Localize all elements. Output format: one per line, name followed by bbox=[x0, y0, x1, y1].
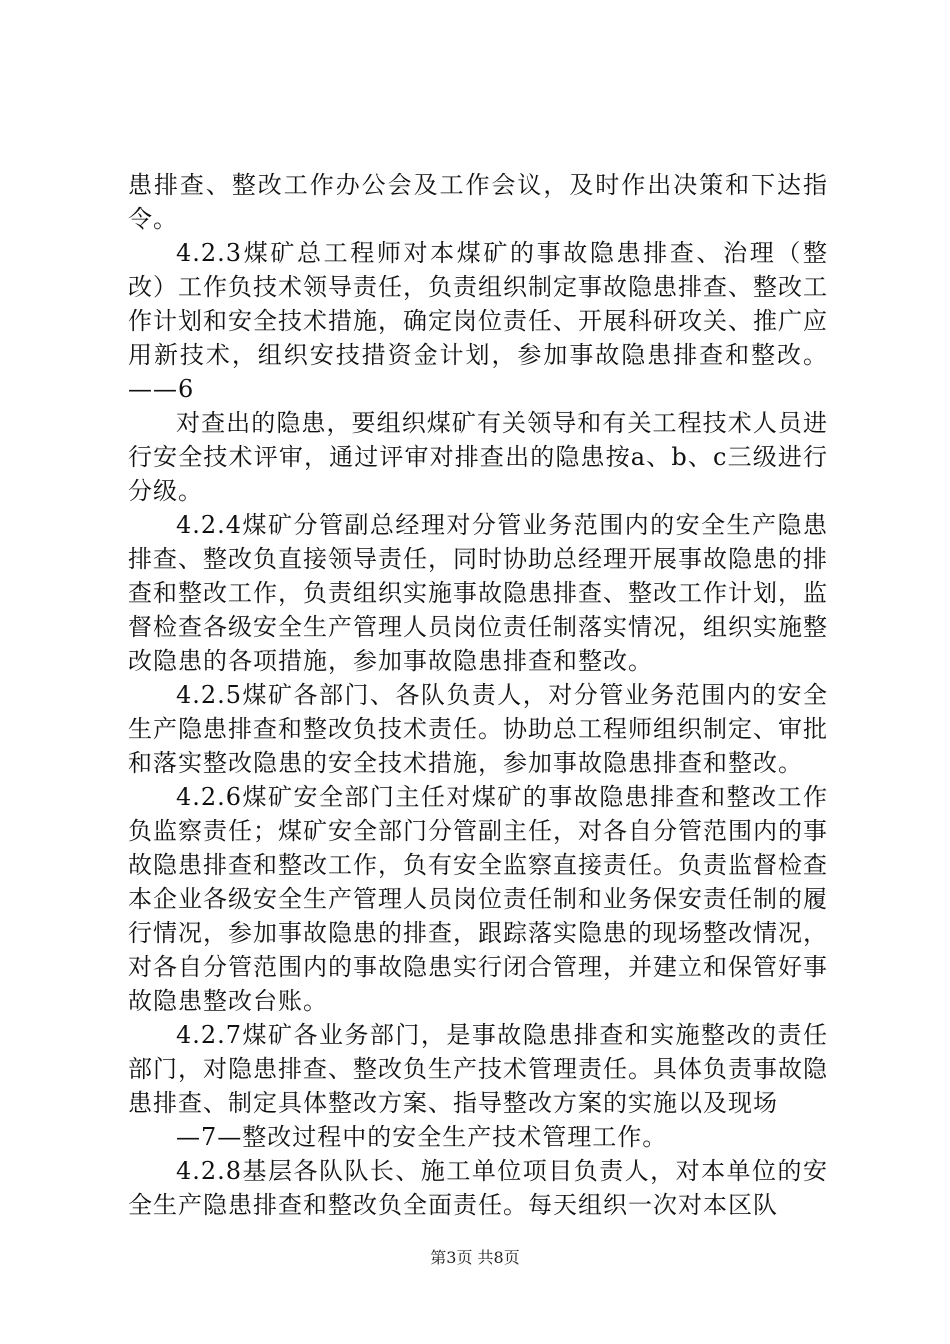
document-body bbox=[128, 168, 828, 1222]
paragraph-4-2-8: 4.2.8基层各队队长、施工单位项目负责人，对本单位的安全生产隐患排查和整改负全面责任。每天组织一次对本区队 bbox=[128, 1157, 828, 1219]
page-number-footer: 第3页 共8页 bbox=[430, 1248, 520, 1267]
paragraph-hazard-review: 对查出的隐患，要组织煤矿有关领导和有关工程技术人员进行安全技术评审，通过评审对排查出的隐患按a、b、c三级进行分级。 bbox=[128, 409, 828, 505]
paragraph-4-2-6: 4.2.6煤矿安全部门主任对煤矿的事故隐患排查和整改工作负监察责任；煤矿安全部门分管副主任，对各自分管范围内的事故隐患排查和整改工作，负有安全监察直接责任。负责监督检查本企业各级安全生产管理人员岗位责任制和业务保安责任制的履行情况，参加事故隐患的排查，跟踪落实隐患的现场整改情况，对各自分管范围内的事故隐患实行闭合管理，并建立和保管好事故隐患整改台账。 bbox=[128, 783, 828, 1015]
paragraph-4-2-3: 4.2.3煤矿总工程师对本煤矿的事故隐患排查、治理（整改）工作负技术领导责任，负责组织制定事故隐患排查、整改工作计划和安全技术措施，确定岗位责任、开展科研攻关、推广应用新技术，组织安技措资金计划，参加事故隐患排查和整改。——6 bbox=[128, 239, 828, 403]
paragraph-page-break-continuation: —7—整改过程中的安全生产技术管理工作。 bbox=[176, 1123, 668, 1151]
paragraph-4-2-7: 4.2.7煤矿各业务部门，是事故隐患排查和实施整改的责任部门，对隐患排查、整改负生产技术管理责任。具体负责事故隐患排查、制定具体整改方案、指导整改方案的实施以及现场 bbox=[128, 1021, 828, 1117]
paragraph-4-2-4: 4.2.4煤矿分管副总经理对分管业务范围内的安全生产隐患排查、整改负直接领导责任，同时协助总经理开展事故隐患的排查和整改工作，负责组织实施事故隐患排查、整改工作计划，监督检查各级安全生产管理人员岗位责任制落实情况，组织实施整改隐患的各项措施，参加事故隐患排查和整改。 bbox=[128, 511, 828, 675]
paragraph-continuation: 患排查、整改工作办公会及工作会议，及时作出决策和下达指令。 bbox=[128, 171, 828, 233]
paragraph-4-2-5: 4.2.5煤矿各部门、各队负责人，对分管业务范围内的安全生产隐患排查和整改负技术责任。协助总工程师组织制定、审批和落实整改隐患的安全技术措施，参加事故隐患排查和整改。 bbox=[128, 681, 828, 777]
